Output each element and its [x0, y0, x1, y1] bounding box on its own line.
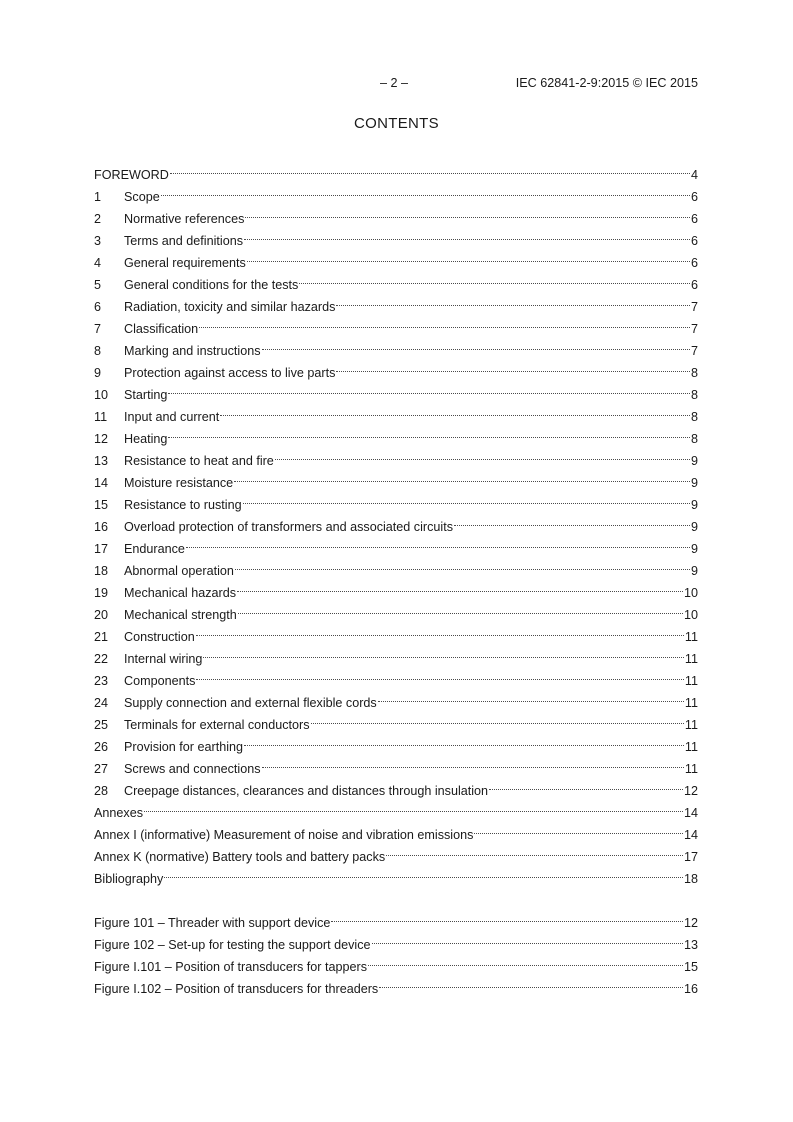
dot-leader [299, 267, 690, 289]
toc-page-number: 9 [690, 542, 698, 556]
dot-leader [170, 157, 690, 179]
dot-leader [368, 949, 683, 971]
toc-page-number: 10 [683, 608, 698, 622]
toc-entry-title: Annexes [94, 806, 144, 820]
toc-page-number: 9 [690, 564, 698, 578]
toc-page-number: 8 [690, 388, 698, 402]
toc-page-number: 12 [683, 784, 698, 798]
dot-leader [235, 553, 690, 575]
dot-leader [164, 861, 683, 883]
toc-entry-number: 7 [94, 322, 102, 336]
toc-page-number: 9 [690, 498, 698, 512]
page-header [94, 76, 698, 92]
toc-entry-number: 23 [94, 674, 109, 688]
dot-leader [489, 773, 683, 795]
toc-page-number: 9 [690, 454, 698, 468]
toc-entry[interactable] [94, 421, 698, 446]
toc-entry-title: General conditions for the tests [124, 278, 299, 292]
toc-entry-title: Protection against access to live parts [124, 366, 336, 380]
dot-leader [168, 421, 690, 443]
toc-entry-title: Screws and connections [124, 762, 261, 776]
toc-entry-title: Annex K (normative) Battery tools and battery packs [94, 850, 386, 864]
toc-page-number: 6 [690, 234, 698, 248]
dot-leader [336, 355, 690, 377]
toc-page-number: 7 [690, 300, 698, 314]
toc-entry-number: 24 [94, 696, 109, 710]
dot-leader [243, 487, 690, 509]
toc-entry-number: 18 [94, 564, 109, 578]
toc-entry-number: 4 [94, 256, 102, 270]
toc-page-number: 11 [684, 718, 698, 732]
toc-entry-title: Terminals for external conductors [124, 718, 310, 732]
toc-entry-number: 10 [94, 388, 109, 402]
toc-entry-title: Resistance to heat and fire [124, 454, 274, 468]
dot-leader [203, 641, 684, 663]
toc-entry-title: Creepage distances, clearances and distances through insulation [124, 784, 489, 798]
toc-page-number: 11 [684, 740, 698, 754]
page-title: CONTENTS [354, 115, 439, 132]
toc-entry-number: 17 [94, 542, 109, 556]
toc-entry-number: 22 [94, 652, 109, 666]
toc-entry-title: FOREWORD [94, 168, 169, 182]
toc-page-number: 9 [690, 520, 698, 534]
dot-leader [262, 751, 684, 773]
dot-leader [454, 509, 690, 531]
toc-entry-number: 12 [94, 432, 109, 446]
toc-entry-title: Overload protection of transformers and associated circuits [124, 520, 453, 534]
dot-leader [220, 399, 690, 421]
toc-entry-number: 16 [94, 520, 109, 534]
dot-leader [196, 619, 684, 641]
dot-leader [245, 201, 690, 223]
toc-entry-title: Normative references [124, 212, 245, 226]
toc-entry-title: Endurance [124, 542, 185, 556]
dot-leader [244, 729, 684, 751]
toc-entry-title: Internal wiring [124, 652, 203, 666]
toc-page-number: 8 [690, 366, 698, 380]
dot-leader [275, 443, 690, 465]
toc-entry[interactable] [94, 443, 698, 468]
toc-entry-number: 9 [94, 366, 102, 380]
toc-entry-title: Terms and definitions [124, 234, 244, 248]
toc-entry[interactable] [94, 795, 698, 820]
dot-leader [247, 245, 690, 267]
dot-leader [336, 289, 690, 311]
dot-leader [238, 597, 683, 619]
toc-page-number: 4 [690, 168, 698, 182]
toc-page-number: 11 [684, 674, 698, 688]
toc-entry-number: 20 [94, 608, 109, 622]
toc-page-number: 13 [683, 938, 698, 952]
toc-entry[interactable] [94, 861, 698, 886]
toc-page-number: 15 [683, 960, 698, 974]
dot-leader [386, 839, 683, 861]
list-spacer [94, 883, 698, 905]
toc-entry[interactable] [94, 201, 698, 226]
toc-entry-title: Mechanical hazards [124, 586, 237, 600]
toc-entry-title: Marking and instructions [124, 344, 261, 358]
document-reference: IEC 62841-2-9:2015 © IEC 2015 [515, 76, 698, 90]
toc-page-number: 10 [683, 586, 698, 600]
toc-page-number: 7 [690, 344, 698, 358]
toc-page-number: 8 [690, 410, 698, 424]
toc-entry[interactable] [94, 399, 698, 424]
toc-entry-number: 25 [94, 718, 109, 732]
dot-leader [186, 531, 690, 553]
toc-page-number: 17 [683, 850, 698, 864]
toc-entry-title: Moisture resistance [124, 476, 234, 490]
toc-entry-number: 26 [94, 740, 109, 754]
toc-entry-title: Radiation, toxicity and similar hazards [124, 300, 336, 314]
dot-leader [311, 707, 684, 729]
toc-entry-title: General requirements [124, 256, 246, 270]
toc-entry[interactable] [94, 377, 698, 402]
toc-page-number: 6 [690, 190, 698, 204]
toc-page-number: 11 [684, 696, 698, 710]
toc-entry-title: Annex I (informative) Measurement of noise and vibration emissions [94, 828, 474, 842]
toc-entry[interactable] [94, 817, 698, 842]
toc-entry-number: 21 [94, 630, 109, 644]
toc-page-number: 11 [684, 762, 698, 776]
dot-leader [331, 905, 683, 927]
toc-page-number: 9 [690, 476, 698, 490]
toc-entry-number: 19 [94, 586, 109, 600]
toc-page-number: 18 [683, 872, 698, 886]
toc-entry-title: Resistance to rusting [124, 498, 242, 512]
dot-leader [379, 971, 683, 993]
toc-entry-number: 13 [94, 454, 109, 468]
figure-entry-title: Figure 102 – Set-up for testing the support device [94, 938, 371, 952]
figure-entry[interactable] [94, 905, 698, 930]
toc-entry-title: Scope [124, 190, 160, 204]
toc-entry-number: 5 [94, 278, 102, 292]
figure-entry-title: Figure I.101 – Position of transducers for tappers [94, 960, 368, 974]
toc-page-number: 6 [690, 256, 698, 270]
toc-entry[interactable] [94, 157, 698, 182]
dot-leader [244, 223, 690, 245]
toc-entry-title: Input and current [124, 410, 220, 424]
dot-leader [168, 377, 690, 399]
dot-leader [199, 311, 690, 333]
dot-leader [474, 817, 683, 839]
figure-entry-title: Figure 101 – Threader with support device [94, 916, 331, 930]
toc-entry-title: Mechanical strength [124, 608, 237, 622]
toc-entry-title: Classification [124, 322, 199, 336]
toc-page-number: 14 [683, 828, 698, 842]
toc-page-number: 8 [690, 432, 698, 446]
dot-leader [237, 575, 683, 597]
dot-leader [372, 927, 683, 949]
toc-entry-number: 28 [94, 784, 109, 798]
toc-entry-number: 8 [94, 344, 102, 358]
toc-entry-title: Abnormal operation [124, 564, 234, 578]
toc-entry-title: Supply connection and external flexible cords [124, 696, 377, 710]
table-of-contents [94, 157, 698, 996]
dot-leader [262, 333, 690, 355]
page-number: – 2 – [379, 76, 409, 90]
figure-entry-title: Figure I.102 – Position of transducers for threaders [94, 982, 379, 996]
toc-page-number: 14 [683, 806, 698, 820]
toc-page-number: 6 [690, 278, 698, 292]
toc-entry-title: Construction [124, 630, 195, 644]
toc-entry-number: 2 [94, 212, 102, 226]
toc-entry-number: 6 [94, 300, 102, 314]
toc-entry-title: Provision for earthing [124, 740, 244, 754]
toc-page-number: 12 [683, 916, 698, 930]
dot-leader [234, 465, 690, 487]
dot-leader [144, 795, 683, 817]
toc-page-number: 6 [690, 212, 698, 226]
toc-entry-title: Starting [124, 388, 168, 402]
toc-entry-title: Bibliography [94, 872, 164, 886]
toc-entry-number: 3 [94, 234, 102, 248]
toc-page-number: 7 [690, 322, 698, 336]
toc-entry-number: 15 [94, 498, 109, 512]
toc-entry-number: 27 [94, 762, 109, 776]
toc-page-number: 11 [684, 630, 698, 644]
toc-entry[interactable] [94, 179, 698, 204]
toc-entry-number: 11 [94, 410, 108, 424]
toc-entry-title: Components [124, 674, 196, 688]
toc-entry-title: Heating [124, 432, 168, 446]
toc-entry-number: 1 [94, 190, 102, 204]
dot-leader [196, 663, 684, 685]
dot-leader [161, 179, 690, 201]
toc-entry-number: 14 [94, 476, 109, 490]
toc-page-number: 16 [683, 982, 698, 996]
toc-page-number: 11 [684, 652, 698, 666]
dot-leader [378, 685, 684, 707]
